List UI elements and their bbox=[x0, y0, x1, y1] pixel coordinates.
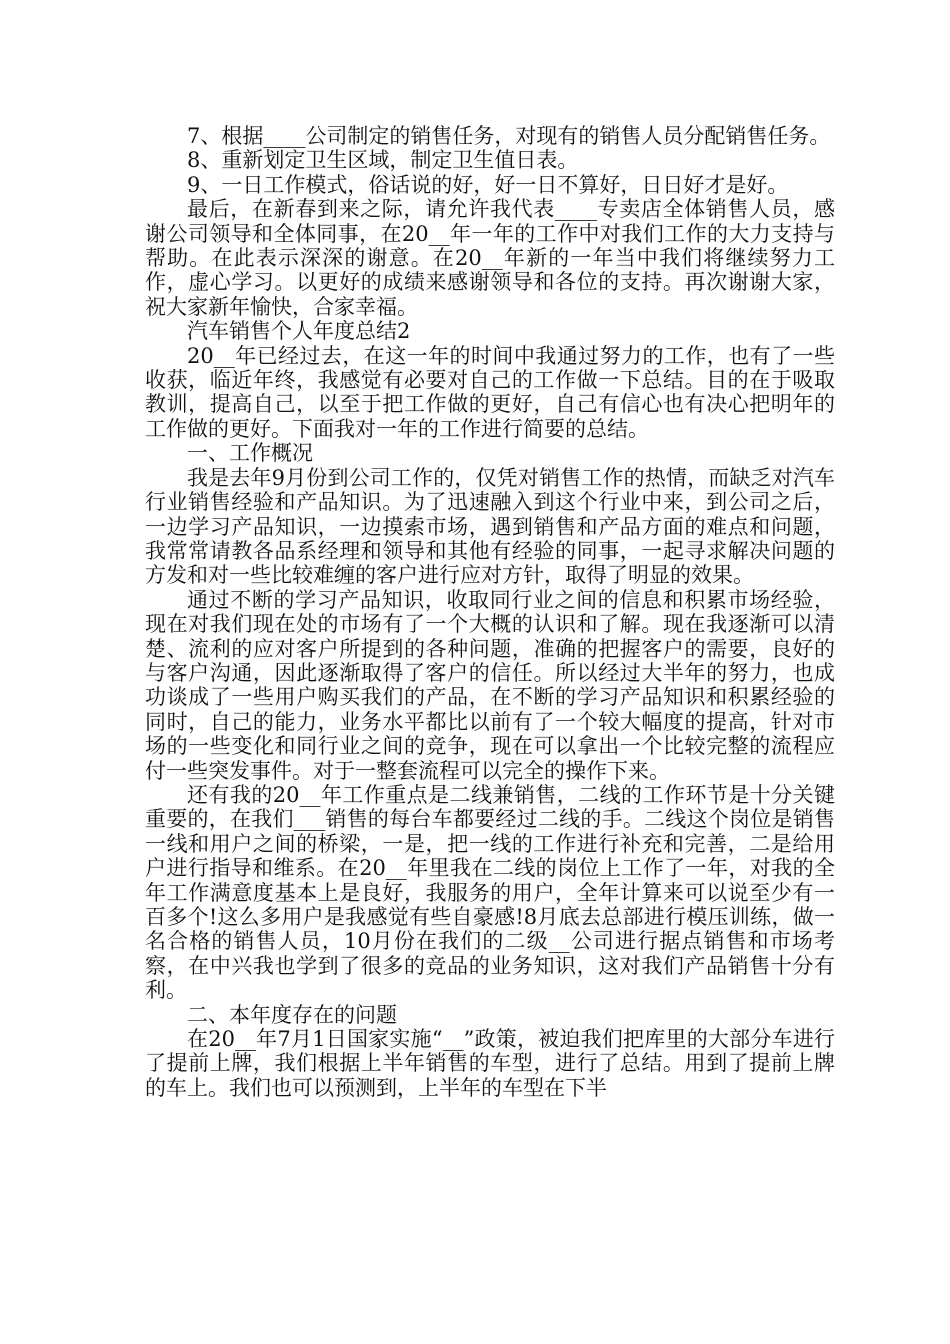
list-item-7: 7、根据____公司制定的销售任务，对现有的销售人员分配销售任务。 bbox=[187, 124, 831, 148]
intro-paragraph: 20__年已经过去，在这一年的时间中我通过努力的工作，也有了一些收获，临近年终，我感觉有必要对自己的工作做一下总结。目的在于吸取教训，提高自己，以至于把工作做的更好，自己有信心也有决心把明年的工作做的更好。下面我对一年的工作进行简要的总结。 bbox=[145, 343, 835, 441]
heading-work-overview: 一、工作概况 bbox=[187, 441, 313, 466]
document-body bbox=[145, 124, 835, 1100]
section-title: 汽车销售个人年度总结2 bbox=[187, 319, 411, 344]
body-paragraph: 我是去年9月份到公司工作的，仅凭对销售工作的热情，而缺乏对汽车行业销售经验和产品知识。为了迅速融入到这个行业中来，到公司之后，一边学习产品知识，一边摸索市场，遇到销售和产品方面的难点和问题，我常常请教各品系经理和领导和其他有经验的同事，一起寻求解决问题的方发和对一些比较难缠的客户进行应对方针，取得了明显的效果。 bbox=[145, 465, 835, 588]
body-paragraph: 还有我的20__年工作重点是二线兼销售，二线的工作环节是十分关键重要的，在我们___销售的每台车都要经过二线的手。二线这个岗位是销售一线和用户之间的桥梁，一是，把一线的工作进行补充和完善，二是给用户进行指导和维系。在20__年里我在二线的岗位上工作了一年，对我的全年工作满意度基本上是良好，我服务的用户，全年计算来可以说至少有一百多个!这么多用户是我感觉有些自豪感!8月底去总部进行模压训练，做一名合格的销售人员，10月份在我们的二级__公司进行据点销售和市场考察，在中兴我也学到了很多的竞品的业务知识，这对我们产品销售十分有利。 bbox=[145, 782, 835, 1003]
body-paragraph: 通过不断的学习产品知识，收取同行业之间的信息和积累市场经验，现在对我们现在处的市场有了一个大概的认识和了解。现在我逐渐可以清楚、流利的应对客户所提到的各种问题，准确的把握客户的需要，良好的与客户沟通，因此逐渐取得了客户的信任。所以经过大半年的努力，也成功谈成了一些用户购买我们的产品，在不断的学习产品知识和积累经验的同时，自己的能力，业务水平都比以前有了一个较大幅度的提高，针对市场的一些变化和同行业之间的竞争，现在可以拿出一个比较完整的流程应付一些突发事件。对于一整套流程可以完全的操作下来。 bbox=[145, 587, 835, 783]
list-item-9: 9、一日工作模式，俗话说的好，好一日不算好，日日好才是好。 bbox=[187, 172, 789, 197]
body-paragraph: 在20__年7月1日国家实施“__”政策，被迫我们把库里的大部分车进行了提前上牌，我们根据上半年销售的车型，进行了总结。用到了提前上牌的车上。我们也可以预测到，上半年的车型在下半 bbox=[145, 1027, 835, 1100]
list-item-8: 8、重新划定卫生区域，制定卫生值日表。 bbox=[187, 148, 579, 173]
heading-problems: 二、本年度存在的问题 bbox=[187, 1002, 397, 1027]
closing-paragraph: 最后，在新春到来之际，请允许我代表____专卖店全体销售人员，感谢公司领导和全体同事，在20__年一年的工作中对我们工作的大力支持与帮助。在此表示深深的谢意。在20__年新的一年当中我们将继续努力工作，虚心学习。以更好的成绩来感谢领导和各位的支持。再次谢谢大家，祝大家新年愉快，合家幸福。 bbox=[145, 197, 835, 319]
